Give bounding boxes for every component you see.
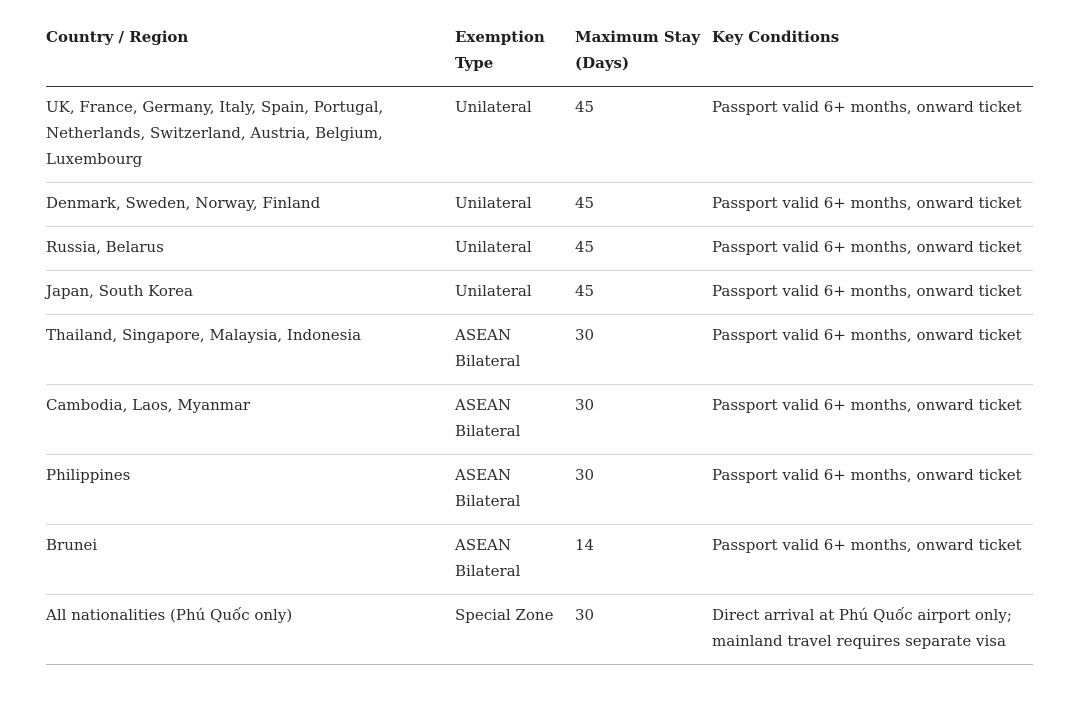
cell-country: Japan, South Korea [46,271,455,315]
header-exemption-type: Exemption Type [455,24,575,87]
visa-exemption-table-container [46,24,1033,665]
table-row [46,455,1033,525]
header-country: Country / Region [46,24,455,87]
cell-maximum-stay: 30 [575,385,712,455]
cell-maximum-stay: 45 [575,87,712,183]
cell-maximum-stay: 14 [575,525,712,595]
cell-exemption-type: ASEAN Bilateral [455,455,575,525]
cell-country: Brunei [46,525,455,595]
table-row [46,271,1033,315]
cell-key-conditions: Direct arrival at Phú Quốc airport only; mainland travel requires separate visa [712,595,1033,665]
cell-country: Thailand, Singapore, Malaysia, Indonesia [46,315,455,385]
visa-exemption-table [46,24,1033,665]
cell-key-conditions: Passport valid 6+ months, onward ticket [712,227,1033,271]
cell-exemption-type: Unilateral [455,183,575,227]
cell-key-conditions: Passport valid 6+ months, onward ticket [712,87,1033,183]
cell-country: Russia, Belarus [46,227,455,271]
cell-maximum-stay: 30 [575,455,712,525]
cell-exemption-type: Special Zone [455,595,575,665]
cell-maximum-stay: 45 [575,227,712,271]
header-key-conditions: Key Conditions [712,24,1033,87]
cell-key-conditions: Passport valid 6+ months, onward ticket [712,525,1033,595]
cell-key-conditions: Passport valid 6+ months, onward ticket [712,183,1033,227]
cell-country: Philippines [46,455,455,525]
cell-maximum-stay: 30 [575,315,712,385]
cell-country: All nationalities (Phú Quốc only) [46,595,455,665]
table-row [46,227,1033,271]
cell-maximum-stay: 45 [575,183,712,227]
cell-key-conditions: Passport valid 6+ months, onward ticket [712,271,1033,315]
header-maximum-stay: Maximum Stay (Days) [575,24,712,87]
cell-exemption-type: ASEAN Bilateral [455,385,575,455]
table-row [46,595,1033,665]
header-row [46,24,1033,87]
cell-exemption-type: Unilateral [455,271,575,315]
table-row [46,183,1033,227]
table-header [46,24,1033,87]
cell-exemption-type: ASEAN Bilateral [455,315,575,385]
cell-key-conditions: Passport valid 6+ months, onward ticket [712,385,1033,455]
cell-country: UK, France, Germany, Italy, Spain, Portugal, Netherlands, Switzerland, Austria, Belgium, Luxembourg [46,87,455,183]
cell-exemption-type: Unilateral [455,227,575,271]
cell-key-conditions: Passport valid 6+ months, onward ticket [712,315,1033,385]
cell-maximum-stay: 45 [575,271,712,315]
table-row [46,87,1033,183]
table-body [46,87,1033,665]
table-row [46,525,1033,595]
cell-maximum-stay: 30 [575,595,712,665]
cell-exemption-type: ASEAN Bilateral [455,525,575,595]
cell-exemption-type: Unilateral [455,87,575,183]
table-row [46,315,1033,385]
cell-country: Denmark, Sweden, Norway, Finland [46,183,455,227]
cell-key-conditions: Passport valid 6+ months, onward ticket [712,455,1033,525]
cell-country: Cambodia, Laos, Myanmar [46,385,455,455]
table-row [46,385,1033,455]
